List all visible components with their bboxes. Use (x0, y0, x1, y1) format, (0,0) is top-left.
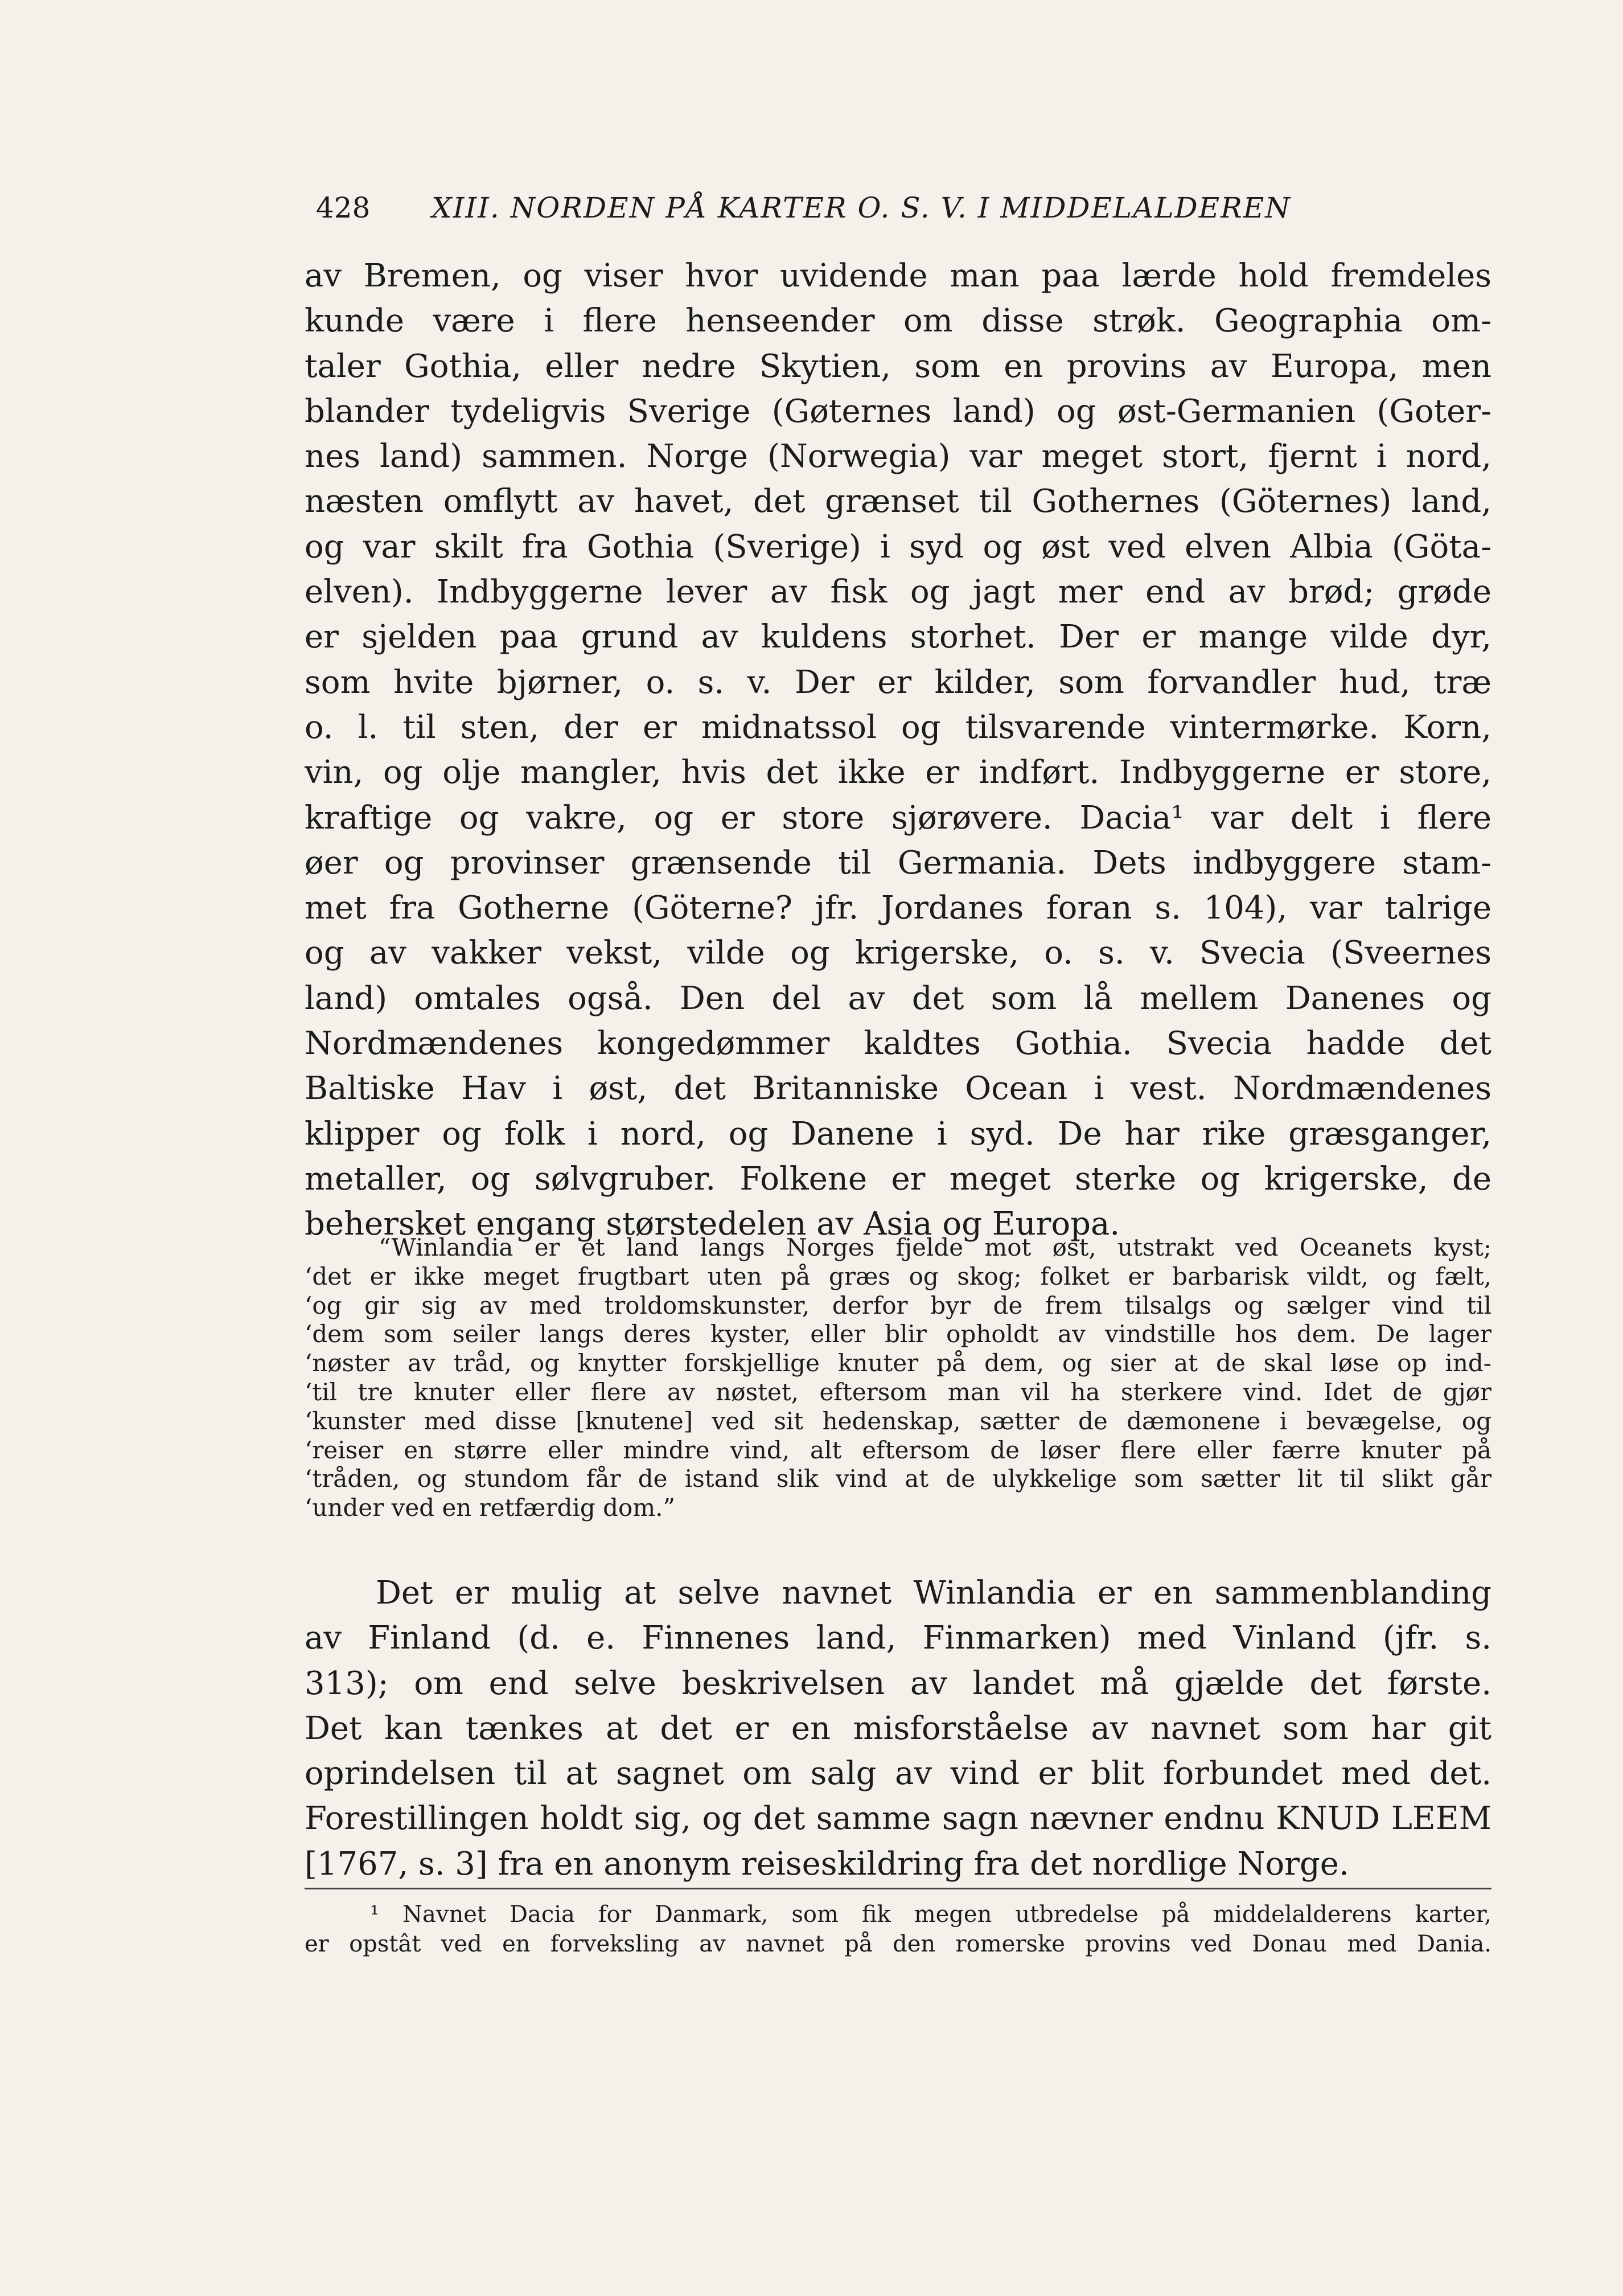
footnote (305, 1900, 1491, 1959)
quote-line: ‘kunster med disse [knutene] ved sit hedenskap, sætter de dæmonene i bevægelse, og (305, 1407, 1491, 1435)
text-line: Det er mulig at selve navnet Winlandia er en sammenblanding (376, 1575, 1491, 1612)
quote-line: ‘nøster av tråd, og knytter forskjellige knuter på dem, og sier at de skal løse op ind- (305, 1349, 1491, 1377)
text-line: nes land) sammen. Norge (Norwegia) var meget stort, fjernt i nord, (305, 438, 1491, 475)
text-line: klipper og folk i nord, og Danene i syd. De har rike græsganger, (305, 1115, 1491, 1153)
footnote-divider (305, 1888, 1491, 1889)
paragraph-2 (305, 1571, 1491, 1887)
text-line: taler Gothia, eller nedre Skytien, som en provins av Europa, men (305, 347, 1491, 385)
text-line: elven). Indbyggerne lever av fisk og jagt mer end av brød; grøde (305, 573, 1491, 611)
text-line: Det kan tænkes at det er en misforståelse av navnet som har git (305, 1709, 1491, 1747)
text-line: og var skilt fra Gothia (Sverige) i syd og øst ved elven Albia (Göta- (305, 528, 1491, 565)
text-line: oprindelsen til at sagnet om salg av vind er blit forbundet med det. (305, 1755, 1491, 1793)
text-line: vin, og olje mangler, hvis det ikke er indført. Indbyggerne er store, (305, 754, 1491, 792)
footnote-line: ¹ Navnet Dacia for Danmark, som fik megen utbredelse på middelalderens karter, (370, 1901, 1491, 1928)
quote-line: ‘det er ikke meget frugtbart uten på græs og skog; folket er barbarisk vildt, og fælt, (305, 1262, 1491, 1290)
text-line: blander tydeligvis Sverige (Gøternes land) og øst-Germanien (Goter- (305, 392, 1491, 430)
quote-line: ‘reiser en større eller mindre vind, alt eftersom de løser flere eller færre knuter på (305, 1436, 1491, 1464)
text-line: 313); om end selve beskrivelsen av landet må gjælde det første. (305, 1664, 1491, 1702)
footnote-line: er opstât ved en forveksling av navnet på den romerske provins ved Donau med Dania. (305, 1931, 1491, 1957)
text-line: kunde være i flere henseender om disse strøk. Geographia om- (305, 302, 1491, 340)
text-line: som hvite bjørner, o. s. v. Der er kilder, som forvandler hud, træ (305, 663, 1491, 701)
quote-line: ‘under ved en retfærdig dom.” (305, 1494, 675, 1522)
text-line: behersket engang størstedelen av Asia og Europa. (305, 1206, 1120, 1243)
text-line: Forestillingen holdt sig, og det samme sagn nævner endnu KNUD LEEM (305, 1800, 1491, 1838)
text-line: [1767, s. 3] fra en anonym reiseskildring fra det nordlige Norge. (305, 1845, 1349, 1883)
text-line: land) omtales også. Den del av det som lå mellem Danenes og (305, 979, 1491, 1017)
text-line: metaller, og sølvgruber. Folkene er meget sterke og krigerske, de (305, 1160, 1491, 1198)
text-line: er sjelden paa grund av kuldens storhet. Der er mange vilde dyr, (305, 618, 1491, 656)
running-title: XIII. NORDEN PÅ KARTER O. S. V. I MIDDELALDEREN (432, 191, 1292, 224)
quote-line: ‘og gir sig av med troldomskunster, derfor byr de frem tilsalgs og sælger vind til (305, 1291, 1491, 1319)
quotation-block (305, 1233, 1491, 1523)
text-line: met fra Gotherne (Göterne? jfr. Jordanes foran s. 104), var talrige (305, 889, 1491, 927)
quote-line: ‘tråden, og stundom får de istand slik vind at de ulykkelige som sætter lit til slikt går (305, 1465, 1491, 1493)
paragraph-1 (305, 253, 1491, 1247)
page-header (316, 185, 1341, 231)
quote-line: ‘dem som seiler langs deres kyster, eller blir opholdt av vindstille hos dem. De lager (305, 1320, 1491, 1348)
text-line: o. l. til sten, der er midnatssol og tilsvarende vintermørke. Korn, (305, 708, 1491, 746)
text-line: av Bremen, og viser hvor uvidende man paa lærde hold fremdeles (305, 257, 1491, 294)
quote-line: ‘til tre knuter eller flere av nøstet, eftersom man vil ha sterkere vind. Idet de gjør (305, 1377, 1491, 1406)
text-line: og av vakker vekst, vilde og krigerske, o. s. v. Svecia (Sveernes (305, 934, 1491, 972)
text-line: næsten omflytt av havet, det grænset til Gothernes (Göternes) land, (305, 483, 1491, 520)
page-number: 428 (316, 191, 371, 224)
text-line: Baltiske Hav i øst, det Britanniske Ocean i vest. Nordmændenes (305, 1070, 1491, 1108)
text-line: Nordmændenes kongedømmer kaldtes Gothia. Svecia hadde det (305, 1025, 1491, 1063)
quote-line: “Winlandia er et land langs Norges fjelde mot øst, utstrakt ved Oceanets kyst; (379, 1233, 1491, 1261)
text-line: øer og provinser grænsende til Germania. Dets indbyggere stam- (305, 844, 1491, 882)
text-line: av Finland (d. e. Finnenes land, Finmarken) med Vinland (jfr. s. (305, 1620, 1491, 1657)
text-line: kraftige og vakre, og er store sjørøvere. Dacia¹ var delt i flere (305, 799, 1491, 837)
